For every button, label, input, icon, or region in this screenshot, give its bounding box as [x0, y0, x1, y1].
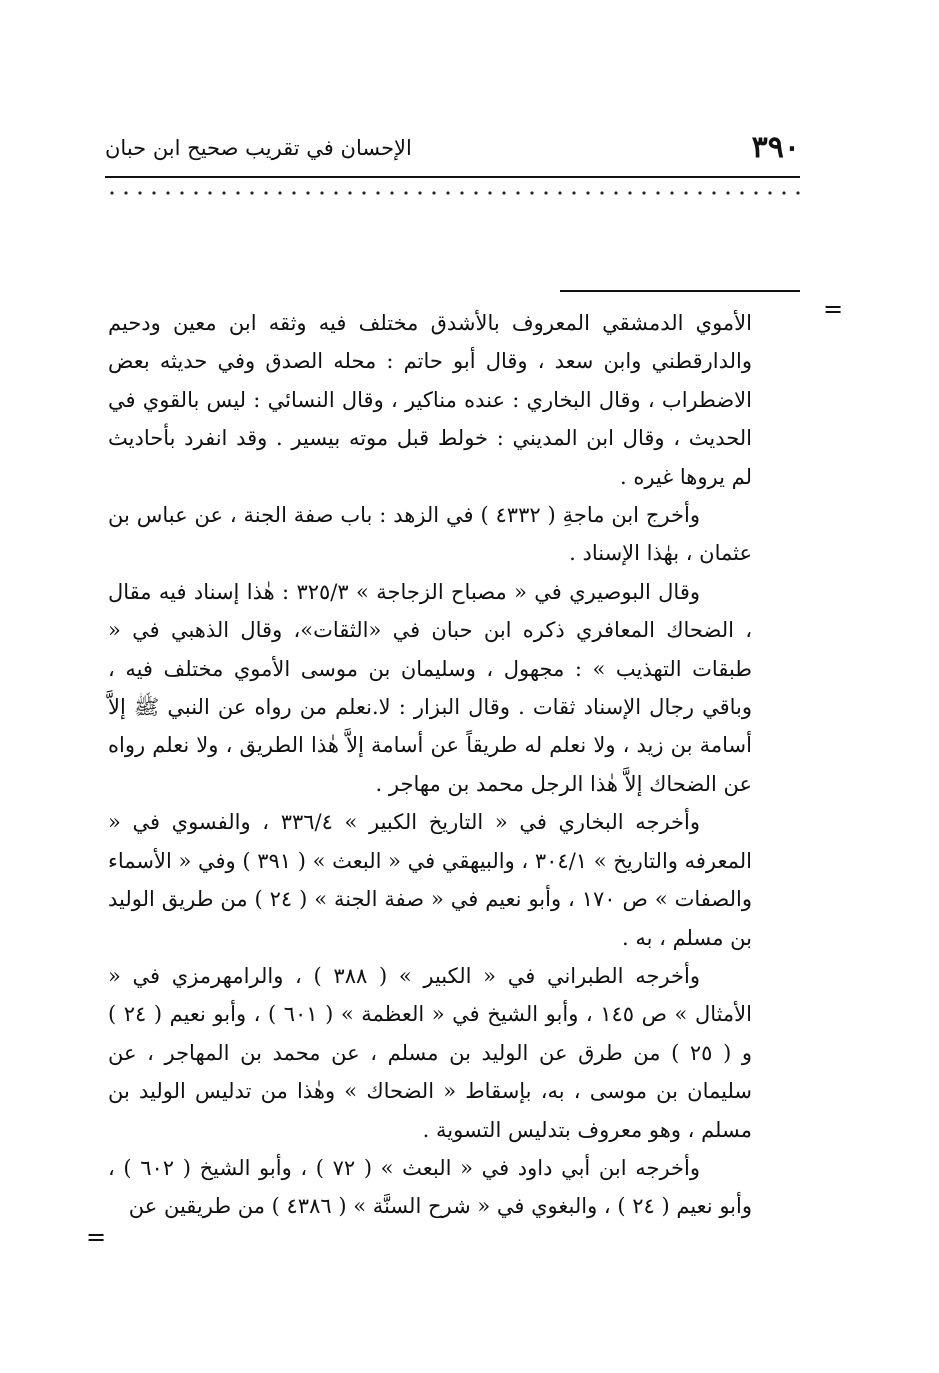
footnote-paragraph: الأموي الدمشقي المعروف بالأشدق مختلف فيه وثقه ابن معين ودحيم والدارقطني وابن سعد ، وقال أبو حاتم : محله الصدق وفي حديثه بعض الاضطراب ، وقال البخاري : عنده مناكير ، وقال النسائي : ليس بالقوي في الحديث ، وقال ابن المديني : خولط قبل موته بيسير . وقد انفرد بأحاديث لم يروها غيره . [108, 311, 753, 489]
footnote-paragraph: وقال البوصيري في « مصباح الزجاجة » ٣٢٥/٣ : هٰذا إسناد فيه مقال ، الضحاك المعافري ذكره ابن حبان في «الثقات»، وقال الذهبي في « طبقات التهذيب » : مجهول ، وسليمان بن موسى الأموي مختلف فيه ، وباقي رجال الإسناد ثقات . وقال البزار : لا.نعلم من رواه عن النبي ﷺ إلاَّ أسامة بن زيد ، ولا نعلم له طريقاً عن أسامة إلاَّ هٰذا الطريق ، ولا نعلم رواه عن الضحاك إلاَّ هٰذا الرجل محمد بن مهاجر . [108, 579, 752, 796]
footnote-paragraph: وأخرجه الطبراني في « الكبير » ( ٣٨٨ ) ، والرامهرمزي في « الأمثال » ص ١٤٥ ، وأبو الشيخ في « العظمة » ( ٦٠١ ) ، وأبو نعيم ( ٢٤ ) و ( ٢٥ ) من طرق عن الوليد بن مسلم ، عن محمد بن المهاجر ، عن سليمان بن موسى ، به، بإسقاط « الضحاك » وهٰذا من تدليس الوليد بن مسلم ، وهو معروف بتدليس التسوية . [108, 963, 752, 1142]
footnote-paragraph: وأخرجه ابن أبي داود في « البعث » ( ٧٢ ) ، وأبو الشيخ ( ٦٠٢ ) ، وأبو نعيم ( ٢٤ ) ، والبغوي في « شرح السنَّة » ( ٤٣٨٦ ) من طريقين عن [108, 1155, 752, 1219]
header-rule [105, 176, 800, 178]
continuation-mark-bottom: = [86, 1223, 107, 1251]
footnote-paragraph: وأخرج ابن ماجةِ ( ٤٣٣٢ ) في الزهد : باب صفة الجنة ، عن عباس بن عثمان ، بهٰذا الإسناد . [108, 503, 752, 566]
footnote-separator-rule [560, 290, 800, 292]
footnote-body [108, 304, 752, 1226]
page-header [105, 128, 800, 178]
footnote-paragraph: وأخرجه البخاري في « التاريخ الكبير » ٣٣٦/٤ ، والفسوي في « المعرفه والتاريخ » ٣٠٤/١ ، والبيهقي في « البعث » ( ٣٩١ ) وفي « الأسماء والصفات » ص ١٧٠ ، وأبو نعيم في « صفة الجنة » ( ٢٤ ) من طريق الوليد بن مسلم ، به . [107, 810, 752, 950]
page-number: ٣٩٠ [751, 130, 800, 165]
header-dotted-line [105, 186, 800, 200]
continuation-mark-top: = [823, 295, 844, 323]
running-title: الإحسان في تقريب صحيح ابن حبان [105, 136, 412, 160]
